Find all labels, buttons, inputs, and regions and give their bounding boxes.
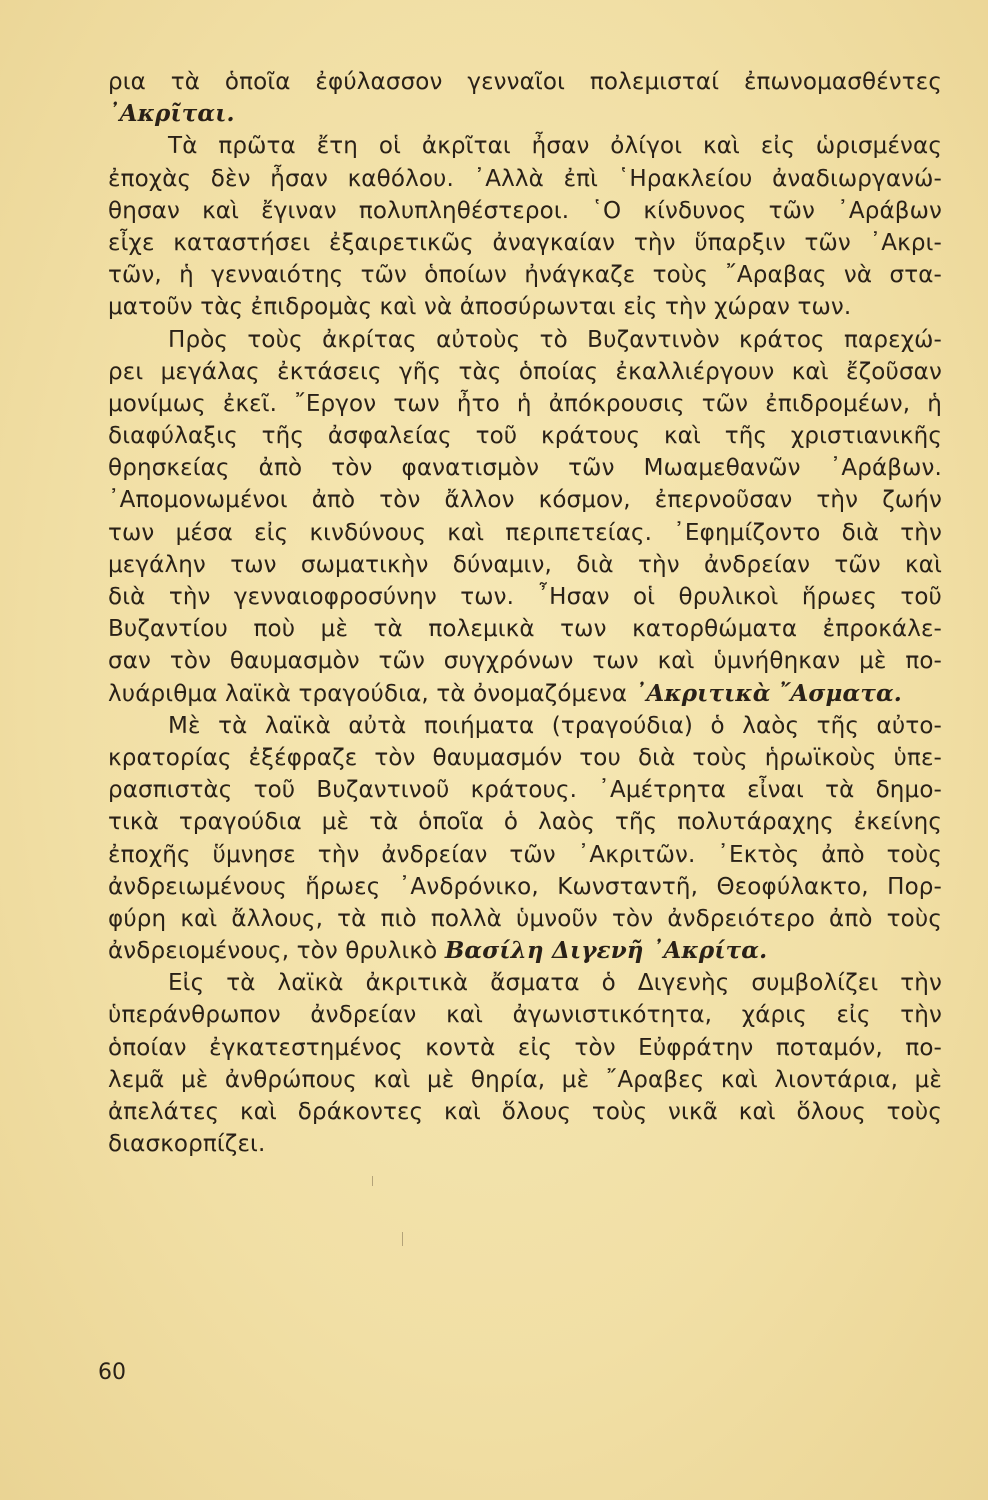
text-run: ρασπιστὰς τοῦ Βυζαντινοῦ κράτους. ᾿Αμέτρητα εἶναι τὰ δημο- [108,777,942,804]
text-run: Τὰ πρῶτα ἔτη οἱ ἀκρῖται ἦσαν ὀλίγοι καὶ εἰς ὡρισμένας [168,133,942,160]
text-line [108,324,942,356]
page-number: 60 [98,1360,126,1385]
body-text [108,66,942,1160]
stray-mark [372,1176,373,1186]
text-line [108,549,942,581]
stray-mark [402,1232,403,1246]
text-line [108,259,942,291]
text-run: σαν τὸν θαυμασμὸν τῶν συγχρόνων των καὶ ὑμνήθηκαν μὲ πο- [108,648,942,675]
text-line [108,967,942,999]
text-line [108,678,942,710]
text-line [108,742,942,774]
text-line [108,420,942,452]
text-line [108,517,942,549]
text-run: διὰ τὴν γενναιοφροσύνην των. ῏Ησαν οἱ θρυλικοὶ ἥρωες τοῦ [108,584,942,610]
text-line [108,484,942,516]
text-run: ὁποίαν ἐγκατεστημένος κοντὰ εἰς τὸν Εὐφράτην ποταμόν, πο- [108,1034,942,1061]
text-run: θησαν καὶ ἔγιναν πολυπληθέστεροι. ῾Ο κίνδυνος τῶν ᾿Αράβων [108,197,942,224]
text-run: ᾿Απομονωμένοι ἀπὸ τὸν ἄλλον κόσμον, ἐπερνοῦσαν τὴν ζωήν [108,487,942,514]
text-line [108,806,942,838]
text-run: τικὰ τραγούδια μὲ τὰ ὁποῖα ὁ λαὸς τῆς πολυτάραχης ἐκείνης [108,809,942,836]
text-line [108,871,942,903]
text-line [108,452,942,484]
text-line [108,163,942,195]
text-line [108,388,942,420]
text-line [108,356,942,388]
text-run: ὑπεράνθρωπον ἀνδρείαν καὶ ἀγωνιστικότητα, χάρις εἰς τὴν [108,1002,942,1029]
text-run: εἶχε καταστήσει ἐξαιρετικῶς ἀναγκαίαν τὴν ὕπαρξιν τῶν ᾿Ακρι- [108,229,942,256]
text-run: διαφύλαξις τῆς ἀσφαλείας τοῦ κράτους καὶ τῆς χριστιανικῆς [108,423,942,450]
text-run: ἀπελάτες καὶ δράκοντες καὶ ὅλους τοὺς νικᾶ καὶ ὅλους τοὺς [108,1099,942,1125]
text-line [108,1096,942,1128]
text-run: ρια τὰ ὁποῖα ἐφύλασσον γενναῖοι πολεμισταί ἐπωνομασθέντες [108,69,942,95]
text-run: ἀνδρειομένους, τὸν θρυλικὸ [108,938,445,965]
text-run: Εἰς τὰ λαϊκὰ ἀκριτικὰ ἄσματα ὁ Διγενὴς συμβολίζει τὴν [168,970,942,997]
text-line [108,130,942,162]
text-run: μεγάλην των σωματικὴν δύναμιν, διὰ τὴν ἀνδρείαν τῶν καὶ [108,551,942,578]
text-run: ματοῦν τὰς ἐπιδρομὰς καὶ νὰ ἀποσύρωνται εἰς τὴν χώραν των. [108,294,852,321]
text-line [108,645,942,677]
text-run: Μὲ τὰ λαϊκὰ αὐτὰ ποιήματα (τραγούδια) ὁ λαὸς τῆς αὐτο- [168,712,942,739]
text-run: ἐποχῆς ὕμνησε τὴν ἀνδρείαν τῶν ᾿Ακριτῶν. ᾿Εκτὸς ἀπὸ τοὺς [108,841,942,868]
text-run: ἐποχὰς δὲν ἦσαν καθόλου. ᾿Αλλὰ ἐπὶ ῾Ηρακλείου ἀναδιωργανώ- [108,165,942,192]
emphasized-term: ᾿Ακριτικὰ ῎Ασματα. [634,679,902,707]
text-run: κρατορίας ἐξέφραζε τὸν θαυμασμόν του διὰ τοὺς ἡρωϊκοὺς ὑπε- [108,744,942,771]
text-line [108,291,942,323]
paragraph [108,130,942,323]
text-run: Βυζαντίου ποὺ μὲ τὰ πολεμικὰ των κατορθώματα ἐπροκάλε- [108,616,942,643]
text-line [108,839,942,871]
text-line [108,903,942,935]
paragraph [108,710,942,968]
text-run: των μέσα εἰς κινδύνους καὶ περιπετείας. ᾿Εφημίζοντο διὰ τὴν [108,519,942,546]
text-line [108,613,942,645]
text-run: λεμᾶ μὲ ἀνθρώπους καὶ μὲ θηρία, μὲ ῎Αραβες καὶ λιοντάρια, μὲ [108,1066,942,1093]
text-run: φύρη καὶ ἄλλους, τὰ πιὸ πολλὰ ὑμνοῦν τὸν ἀνδρειότερο ἀπὸ τοὺς [108,905,942,932]
text-line [108,98,942,130]
text-line [108,66,942,98]
text-line [108,1064,942,1096]
text-run: ἀνδρειωμένους ἥρωες ᾿Ανδρόνικο, Κωνσταντῆ, Θεοφύλακτο, Πορ- [108,873,942,900]
text-line [108,710,942,742]
text-line [108,1032,942,1064]
paragraph [108,324,942,710]
emphasized-term: Βασίλη Διγενῆ ᾿Ακρίτα. [444,937,768,965]
text-run: λυάριθμα λαϊκὰ τραγούδια, τὰ ὀνομαζόμενα [108,680,635,707]
text-line [108,227,942,259]
text-run: μονίμως ἐκεῖ. ῎Εργον των ἦτο ἡ ἀπόκρουσις τῶν ἐπιδρομέων, ἡ [108,390,942,417]
text-line [108,581,942,613]
text-line [108,999,942,1031]
text-line [108,935,942,967]
emphasized-term: ᾿Ακρῖται. [108,100,235,128]
text-run: διασκορπίζει. [108,1131,266,1158]
text-line [108,774,942,806]
text-run: ρει μεγάλας ἐκτάσεις γῆς τὰς ὁποίας ἐκαλλιέργουν καὶ ἔζοῦσαν [108,358,942,385]
text-line [108,1128,942,1160]
text-run: Πρὸς τοὺς ἀκρίτας αὐτοὺς τὸ Βυζαντινὸν κράτος παρεχώ- [168,326,942,353]
text-run: τῶν, ἡ γενναιότης τῶν ὁποίων ἠνάγκαζε τοὺς ῎Αραβας νὰ στα- [108,262,942,289]
paragraph [108,66,942,130]
paragraph [108,967,942,1160]
text-line [108,195,942,227]
text-run: θρησκείας ἀπὸ τὸν φανατισμὸν τῶν Μωαμεθανῶν ᾿Αράβων. [108,455,942,482]
